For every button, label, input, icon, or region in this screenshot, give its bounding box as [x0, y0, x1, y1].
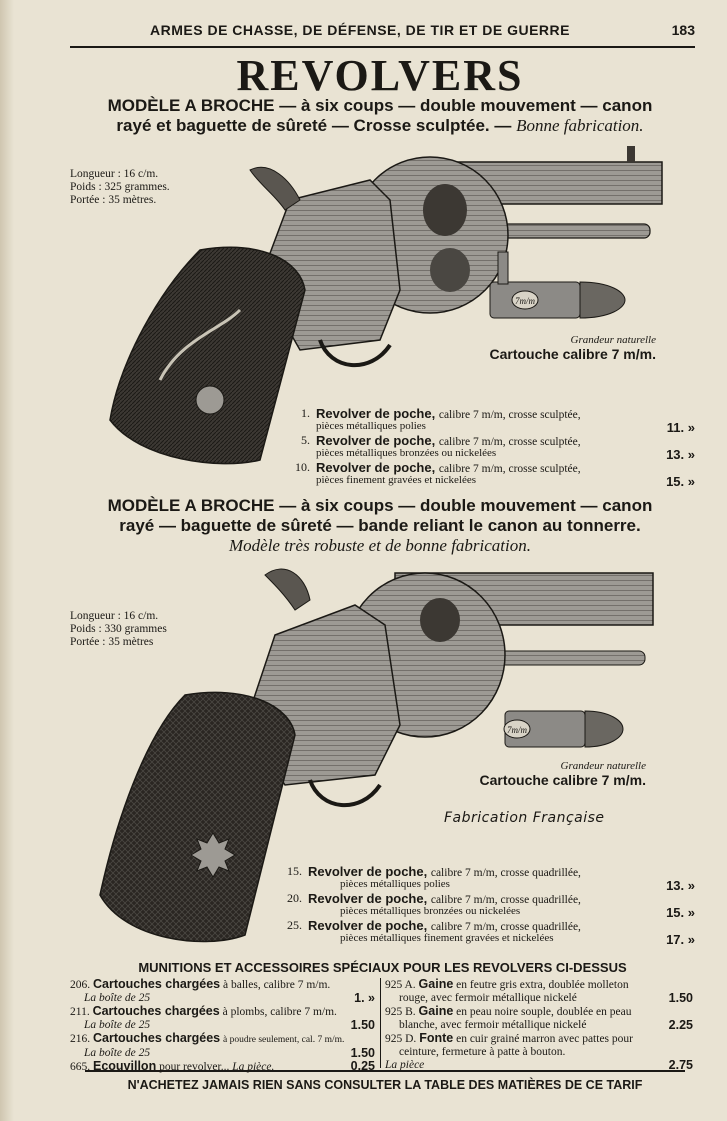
- model2-heading-line2: rayé — baguette de sûreté — bande reliant le canon au tonnerre.: [119, 516, 641, 535]
- model2-item: [272, 891, 695, 918]
- front-sight: [627, 146, 635, 162]
- accessory-description-cont: rouge, avec fermoir métallique nickelé: [399, 992, 577, 1004]
- item-name: Revolver de poche,: [316, 406, 436, 421]
- item-description: calibre 7 m/m, crosse sculptée,: [438, 409, 581, 421]
- item-finish: pièces métalliques polies: [340, 878, 450, 890]
- fabrication-label: Fabrication Française: [444, 810, 605, 826]
- model2-caption-scale: Grandeur naturelle: [560, 760, 646, 772]
- model1-heading-line2-text: rayé et baguette de sûreté — Crosse sculptée. —: [116, 116, 512, 135]
- item-number: 10.: [295, 460, 310, 474]
- accessory-description: en cuir grainé marron avec pattes pour: [456, 1033, 633, 1045]
- model2-heading: [65, 496, 695, 556]
- cartridge-label: 7m/m: [507, 725, 527, 735]
- model1-spec-length: Longueur : 16 c/m.: [70, 168, 159, 180]
- hammer: [250, 167, 300, 210]
- model2-item: [272, 864, 695, 891]
- model2-heading-line1: MODÈLE A BROCHE — à six coups — double mouvement — canon: [107, 496, 653, 515]
- accessory-description: en peau noire souple, doublée en peau: [456, 1006, 632, 1018]
- item-number: 5.: [301, 433, 310, 447]
- accessory-name: Cartouches chargées: [93, 977, 221, 991]
- item-finish: pièces métalliques bronzées ou nickelées: [340, 905, 521, 917]
- accessory-number: 211.: [70, 1006, 90, 1018]
- accessory-name: Ecouvillon: [93, 1059, 157, 1073]
- accessory-name: Cartouches chargées: [92, 1004, 220, 1018]
- item-name: Revolver de poche,: [308, 891, 428, 906]
- accessory-number: 216.: [70, 1033, 91, 1045]
- model1-heading-line2: [65, 116, 695, 136]
- model1-caption-scale: Grandeur naturelle: [570, 334, 656, 346]
- cartridge-label: 7m/m: [515, 296, 535, 306]
- accessory-name: Fonte: [419, 1031, 454, 1045]
- cylinder-flute: [430, 248, 470, 292]
- model2-price-list: [272, 864, 695, 945]
- cartridge-bullet: [585, 711, 623, 747]
- model1-price-list: [280, 406, 695, 487]
- accessory-price: 1.50: [668, 991, 693, 1005]
- accessory-unit: La pièce.: [232, 1061, 275, 1073]
- item-price: 11. »: [666, 420, 695, 435]
- model1-cartridge-caption: [430, 334, 656, 362]
- item-finish: pièces métalliques finement gravées et nickelées: [340, 932, 554, 944]
- model1-heading-line1: MODÈLE A BROCHE — à six coups — double mouvement — canon: [107, 96, 653, 115]
- item-finish: pièces métalliques polies: [316, 420, 426, 432]
- item-price: 15. »: [666, 474, 695, 489]
- accessory-item: [385, 1032, 693, 1072]
- accessory-price: 2.75: [668, 1058, 693, 1072]
- accessory-item: [70, 978, 375, 1005]
- accessory-unit: La boîte de 25: [84, 1047, 151, 1059]
- cartridge-pin: [498, 252, 508, 284]
- accessory-price: 2.25: [668, 1018, 693, 1032]
- item-number: 15.: [287, 864, 302, 878]
- hammer: [265, 569, 310, 610]
- model2-spec-range: Portée : 35 mètres: [70, 636, 154, 648]
- page-title: REVOLVERS: [236, 51, 524, 100]
- cylinder-chamber: [420, 598, 460, 642]
- model1-quality: Bonne fabrication.: [516, 116, 644, 135]
- model1-item: [280, 460, 695, 487]
- accessory-name: Cartouches chargées: [93, 1031, 221, 1045]
- item-name: Revolver de poche,: [308, 864, 428, 879]
- cartridge-7mm: [504, 711, 623, 747]
- model2-cartridge-caption: [420, 760, 646, 788]
- accessory-price: 1.50: [350, 1046, 375, 1060]
- accessory-description: pour revolver...: [159, 1061, 230, 1073]
- accessory-price: 0.25: [350, 1059, 375, 1073]
- cartridge-7mm: [490, 252, 625, 318]
- accessory-unit: La boîte de 25: [84, 1019, 151, 1031]
- accessory-description-cont: ceinture, fermeture à patte à bouton.: [399, 1046, 566, 1058]
- accessories-heading: MUNITIONS ET ACCESSOIRES SPÉCIAUX POUR LES REVOLVERS CI-DESSUS: [138, 960, 627, 975]
- item-finish: pièces métalliques bronzées ou nickelées: [316, 447, 497, 459]
- accessory-item: [70, 1032, 375, 1060]
- item-description: calibre 7 m/m, crosse quadrillée,: [430, 867, 581, 879]
- item-price: 13. »: [666, 447, 695, 462]
- page-header: [70, 18, 695, 48]
- item-name: Revolver de poche,: [316, 460, 436, 475]
- accessory-description: à poudre seulement, cal. 7 m/m.: [223, 1035, 345, 1045]
- model2-spec-weight: Poids : 330 grammes: [70, 623, 167, 635]
- item-price: 13. »: [666, 878, 695, 893]
- item-finish: pièces finement gravées et nickelées: [316, 474, 477, 486]
- accessory-number: 925 D.: [385, 1033, 417, 1045]
- model1-caption-caliber: Cartouche calibre 7 m/m.: [489, 346, 656, 362]
- page-footer: N'ACHETEZ JAMAIS RIEN SANS CONSULTER LA TABLE DES MATIÈRES DE CE TARIF: [85, 1070, 685, 1092]
- accessories-left-column: [70, 978, 375, 1074]
- column-divider: [380, 978, 381, 1068]
- grip-medallion: [196, 386, 224, 414]
- item-description: calibre 7 m/m, crosse sculptée,: [438, 436, 581, 448]
- item-price: 17. »: [666, 932, 695, 947]
- model2-quality: Modèle très robuste et de bonne fabrication.: [228, 536, 531, 555]
- accessory-number: 925 A.: [385, 979, 416, 991]
- grip-sculpted: [110, 247, 305, 463]
- model1-spec-range: Portée : 35 mètres.: [70, 194, 157, 206]
- page-binding-edge: [0, 0, 14, 1121]
- item-name: Revolver de poche,: [316, 433, 436, 448]
- item-number: 25.: [287, 918, 302, 932]
- trigger-guard: [310, 780, 380, 805]
- accessory-description-cont: blanche, avec fermoir métallique nickelé: [399, 1019, 587, 1031]
- accessory-description: à balles, calibre 7 m/m.: [223, 979, 331, 991]
- accessory-number: 665.: [70, 1061, 91, 1073]
- model1-item: [280, 406, 695, 433]
- accessories-right-column: [385, 978, 693, 1072]
- accessory-name: Gaine: [418, 977, 454, 991]
- item-description: calibre 7 m/m, crosse sculptée,: [438, 463, 581, 475]
- accessory-description: à plombs, calibre 7 m/m.: [222, 1006, 337, 1018]
- accessory-description: en feutre gris extra, doublée molleton: [456, 979, 629, 991]
- accessory-name: Gaine: [418, 1004, 454, 1018]
- model2-item: [272, 918, 695, 945]
- cylinder-chamber: [423, 184, 467, 236]
- model2-caption-caliber: Cartouche calibre 7 m/m.: [479, 772, 646, 788]
- page-number: 183: [671, 22, 695, 38]
- accessory-unit: La pièce: [385, 1059, 425, 1071]
- grip-checkered: [100, 692, 295, 941]
- accessory-price: 1.50: [350, 1018, 375, 1032]
- item-description: calibre 7 m/m, crosse quadrillée,: [430, 894, 581, 906]
- accessory-item: [385, 978, 693, 1005]
- accessory-item: [70, 1005, 375, 1032]
- accessory-unit: La boîte de 25: [84, 992, 151, 1004]
- item-description: calibre 7 m/m, crosse quadrillée,: [430, 921, 581, 933]
- accessory-item: [385, 1005, 693, 1032]
- item-number: 20.: [287, 891, 302, 905]
- model1-heading: [65, 96, 695, 136]
- item-name: Revolver de poche,: [308, 918, 428, 933]
- model1-spec-weight: Poids : 325 grammes.: [70, 181, 170, 193]
- model1-item: [280, 433, 695, 460]
- item-price: 15. »: [666, 905, 695, 920]
- accessory-number: 925 B.: [385, 1006, 416, 1018]
- item-number: 1.: [301, 406, 310, 420]
- accessory-number: 206.: [70, 979, 91, 991]
- accessory-price: 1. »: [354, 991, 375, 1005]
- grip-star-medallion: [191, 833, 235, 877]
- header-title: ARMES DE CHASSE, DE DÉFENSE, DE TIR ET DE GUERRE: [150, 22, 570, 38]
- model2-spec-length: Longueur : 16 c/m.: [70, 610, 159, 622]
- cartridge-bullet: [580, 282, 625, 318]
